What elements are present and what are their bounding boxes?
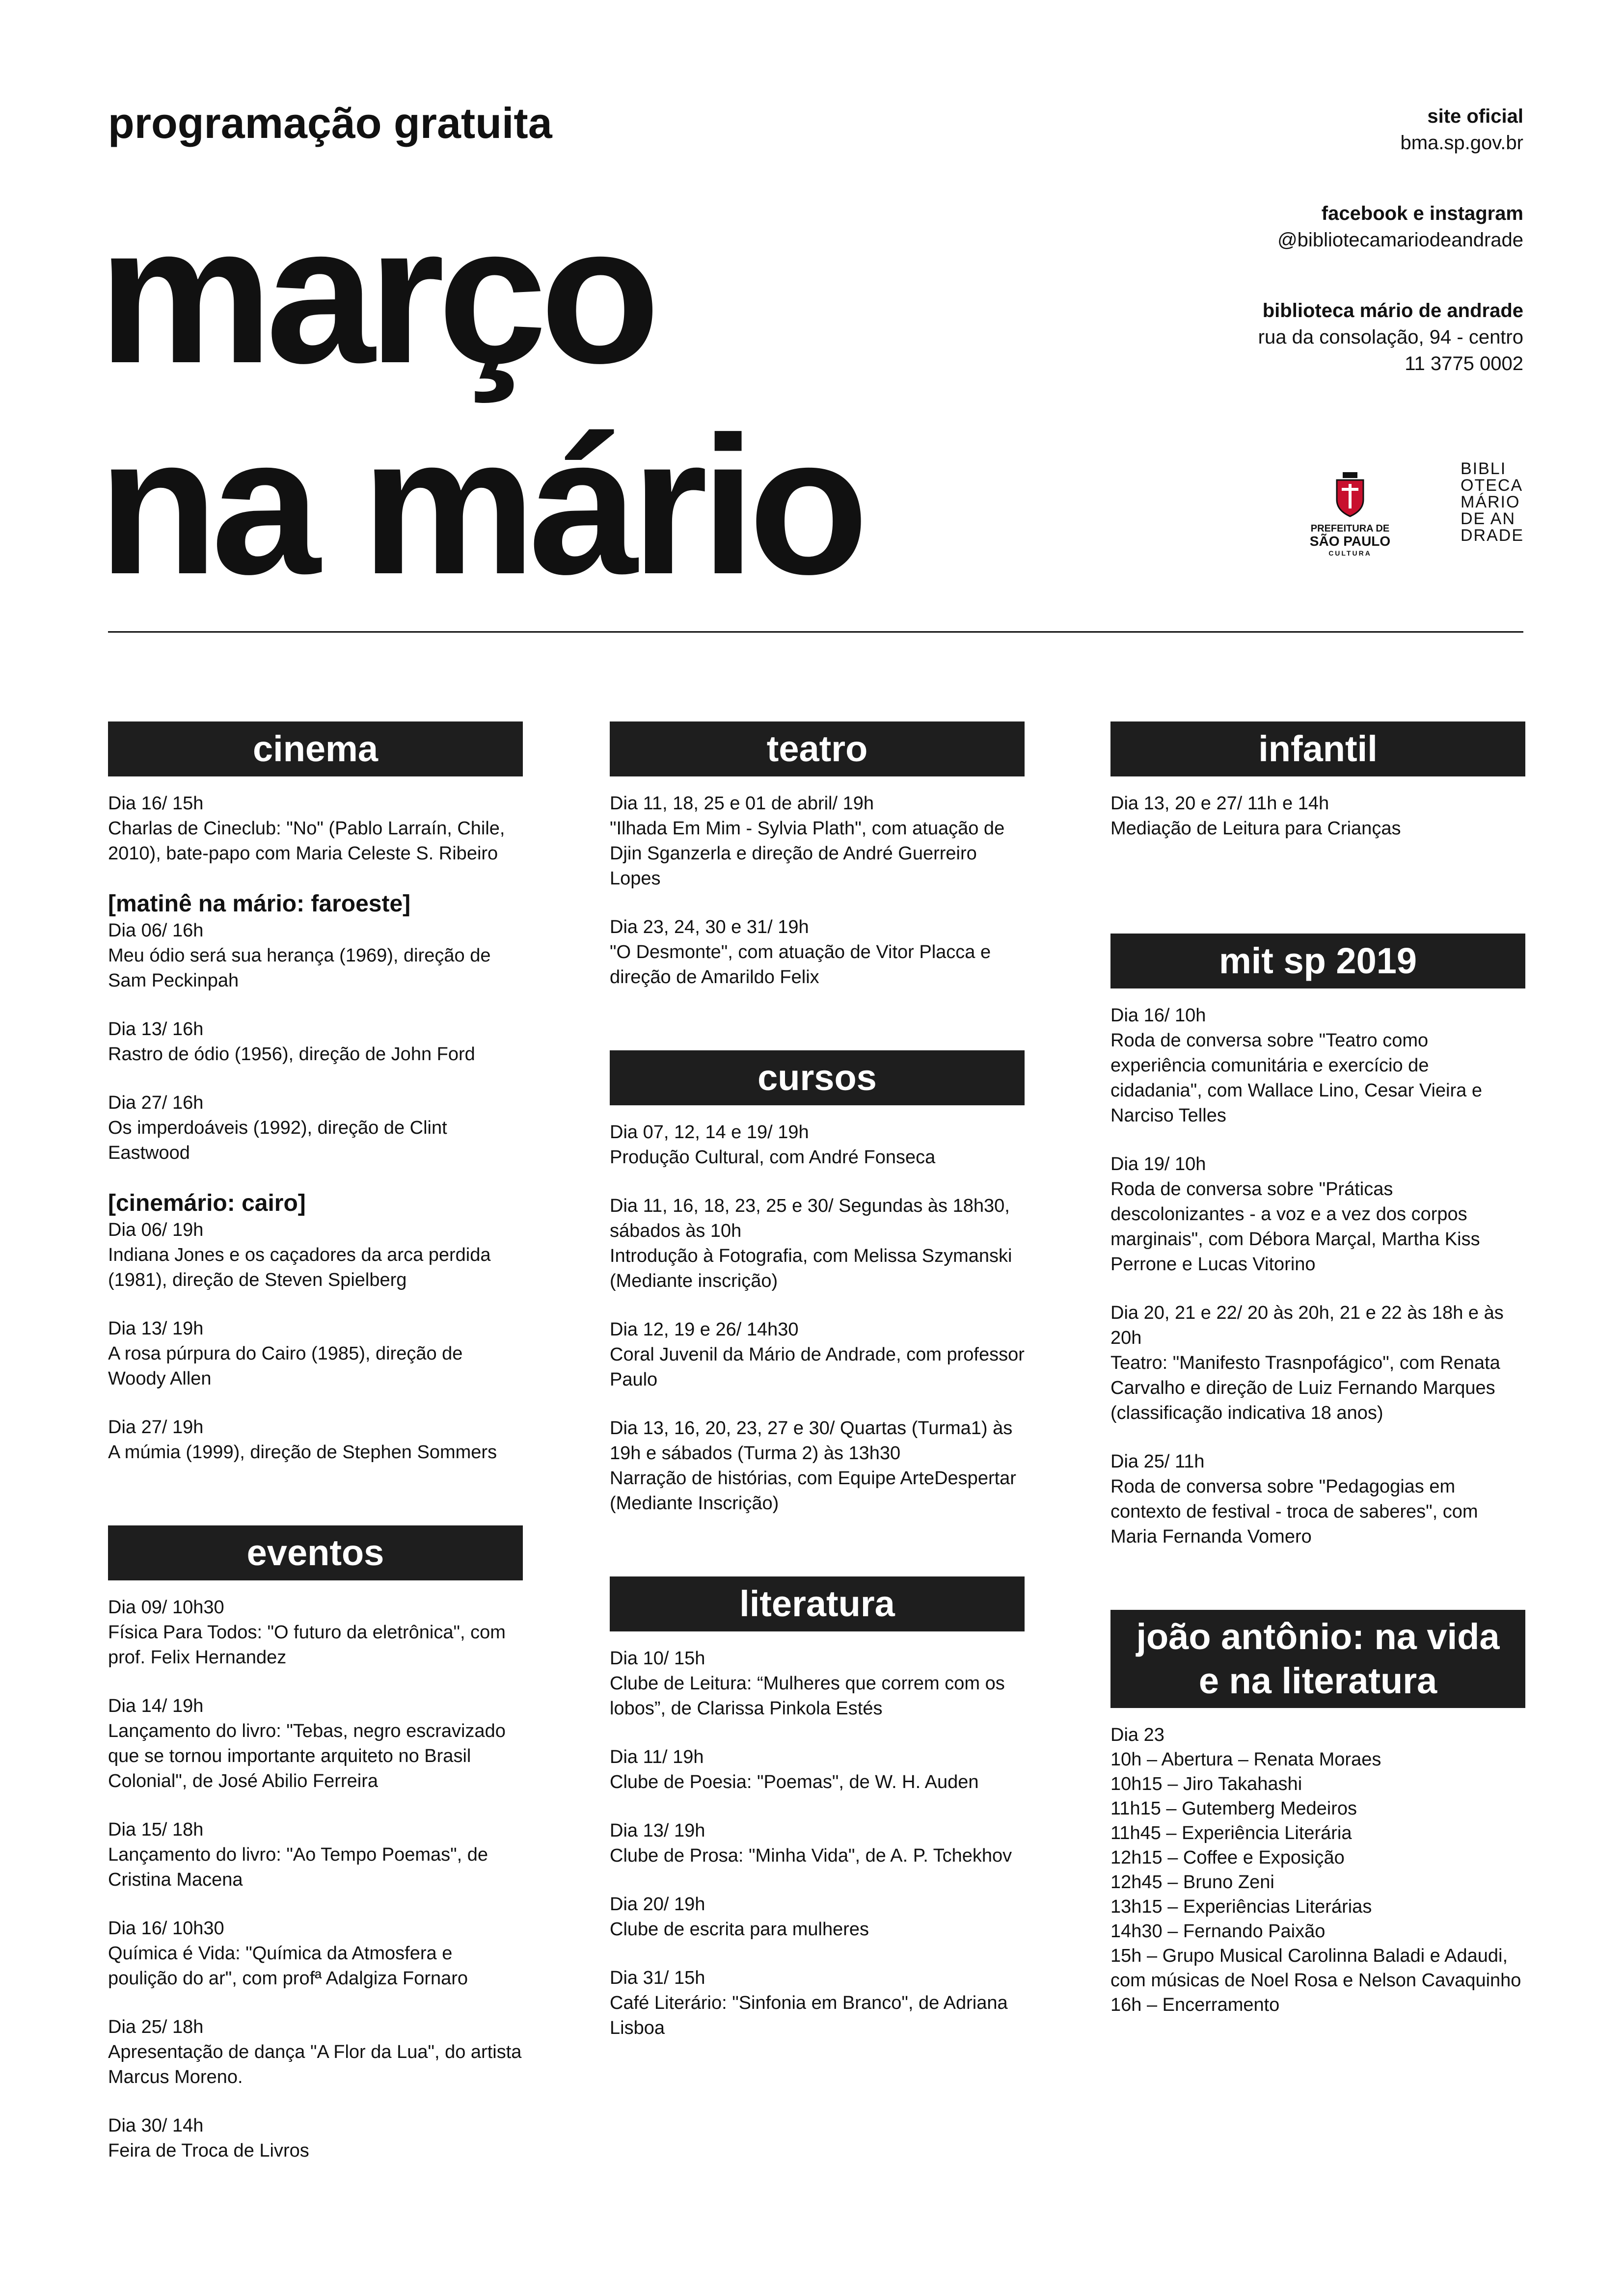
event-note: (Mediante Inscrição) xyxy=(610,1493,779,1514)
cinema-subheading-faroeste: [matinê na mário: faroeste] xyxy=(108,891,411,917)
event-description: Clube de Prosa: "Minha Vida", de A. P. Tchekhov xyxy=(610,1845,1012,1866)
social-block xyxy=(1277,200,1523,253)
schedule-row: 12h45 – Bruno Zeni xyxy=(1110,1872,1274,1893)
social-label: facebook e instagram xyxy=(1321,203,1523,224)
event-description: Clube de Poesia: "Poemas", de W. H. Auden xyxy=(610,1772,979,1792)
event-date: Dia 31/ 15h xyxy=(610,1968,705,1988)
event-date: Dia 12, 19 e 26/ 14h30 xyxy=(610,1319,799,1340)
section-heading-joao-antonio xyxy=(1110,1610,1525,1708)
event-date: Dia 11/ 19h xyxy=(610,1747,704,1767)
section-heading-infantil: infantil xyxy=(1110,721,1525,776)
event-description: Química é Vida: "Química da Atmosfera e poulição do ar", com profª Adalgiza Fornaro xyxy=(108,1943,468,1989)
page-subtitle: programação gratuita xyxy=(108,99,552,147)
list-item xyxy=(108,1595,523,1670)
event-description: Clube de Leitura: “Mulheres que correm com os lobos”, de Clarissa Pinkola Estés xyxy=(610,1673,1005,1719)
library-address: rua da consolação, 94 - centro xyxy=(1258,326,1523,348)
event-note: (classificação indicativa 18 anos) xyxy=(1110,1403,1383,1423)
schedule-row: 14h30 – Fernando Paixão xyxy=(1110,1921,1326,1942)
event-description: A rosa púrpura do Cairo (1985), direção de Woody Allen xyxy=(108,1343,463,1389)
list-item xyxy=(108,1817,523,1893)
section-heading-eventos: eventos xyxy=(108,1525,523,1580)
event-date: Dia 13/ 19h xyxy=(108,1318,204,1339)
event-description: Produção Cultural, com André Fonseca xyxy=(610,1147,936,1168)
list-item xyxy=(610,1317,1025,1392)
list-item xyxy=(108,1415,523,1465)
page-title-line-1: março xyxy=(98,185,653,404)
prefeitura-sp-logo xyxy=(1301,471,1399,558)
list-item xyxy=(108,1316,523,1391)
event-date: Dia 07, 12, 14 e 19/ 19h xyxy=(610,1122,809,1143)
column-middle xyxy=(610,721,1025,2064)
joao-heading-line-2: e na literatura xyxy=(1198,1660,1437,1701)
event-date: Dia 27/ 19h xyxy=(108,1417,204,1438)
event-date: Dia 23 xyxy=(1110,1725,1164,1745)
list-item xyxy=(610,1818,1025,1869)
list-item xyxy=(108,2015,523,2090)
event-date: Dia 20/ 19h xyxy=(610,1894,705,1915)
section-heading-literatura: literatura xyxy=(610,1576,1025,1631)
schedule-row: 10h15 – Jiro Takahashi xyxy=(1110,1774,1302,1794)
event-date: Dia 30/ 14h xyxy=(108,2115,204,2136)
schedule-row: 12h15 – Coffee e Exposição xyxy=(1110,1847,1345,1868)
event-date: Dia 06/ 19h xyxy=(108,1220,204,1240)
list-item xyxy=(610,1194,1025,1294)
site-block xyxy=(1401,103,1524,156)
event-date: Dia 20, 21 e 22/ 20 às 20h, 21 e 22 às 18h e às 20h xyxy=(1110,1303,1504,1348)
list-item xyxy=(108,918,523,993)
column-left xyxy=(108,721,523,2187)
list-item xyxy=(610,1745,1025,1795)
list-item xyxy=(108,1091,523,1166)
event-date: Dia 16/ 15h xyxy=(108,793,204,814)
event-description: Os imperdoáveis (1992), direção de Clint Eastwood xyxy=(108,1118,447,1163)
sp-logo-line-2: SÃO PAULO xyxy=(1309,534,1391,549)
site-link[interactable]: bma.sp.gov.br xyxy=(1400,132,1523,154)
header-divider xyxy=(108,631,1523,633)
event-description: Introdução à Fotografia, com Melissa Szymanski xyxy=(610,1246,1012,1266)
event-date: Dia 27/ 16h xyxy=(108,1093,204,1113)
schedule-row: 11h15 – Gutemberg Medeiros xyxy=(1110,1798,1357,1819)
library-name: biblioteca mário de andrade xyxy=(1262,300,1523,321)
event-description: Física Para Todos: "O futuro da eletrônica", com prof. Felix Hernandez xyxy=(108,1622,506,1668)
list-item xyxy=(108,2113,523,2163)
event-date: Dia 06/ 16h xyxy=(108,920,204,941)
list-item xyxy=(610,1416,1025,1516)
address-block xyxy=(1258,297,1523,377)
event-description: Clube de escrita para mulheres xyxy=(610,1919,869,1940)
list-item xyxy=(108,1916,523,1991)
library-phone: 11 3775 0002 xyxy=(1405,353,1523,374)
list-item xyxy=(610,1966,1025,2041)
section-heading-cinema: cinema xyxy=(108,721,523,776)
list-item xyxy=(108,1017,523,1067)
event-date: Dia 13/ 19h xyxy=(610,1820,705,1841)
event-date: Dia 11, 16, 18, 23, 25 e 30/ Segundas às 18h30, sábados às 10h xyxy=(610,1196,1010,1241)
event-description: Apresentação de dança "A Flor da Lua", do artista Marcus Moreno. xyxy=(108,2042,522,2087)
bma-logo-row: DRADE xyxy=(1461,526,1524,545)
section-heading-cursos: cursos xyxy=(610,1050,1025,1105)
list-item xyxy=(610,1892,1025,1942)
schedule-row: 13h15 – Experiências Literárias xyxy=(1110,1896,1372,1917)
list-item xyxy=(610,1120,1025,1170)
event-description: A múmia (1999), direção de Stephen Sommers xyxy=(108,1442,497,1463)
event-note: (Mediante inscrição) xyxy=(610,1271,778,1291)
schedule-row: 11h45 – Experiência Literária xyxy=(1110,1823,1352,1843)
bma-logo-row: MÁRIO xyxy=(1461,493,1520,511)
event-description: Rastro de ódio (1956), direção de John Ford xyxy=(108,1044,475,1065)
list-item xyxy=(108,1694,523,1794)
event-description: Narração de histórias, com Equipe ArteDespertar xyxy=(610,1468,1016,1489)
event-description: "Ilhada Em Mim - Sylvia Plath", com atuação de Djin Sganzerla e direção de André Guerreiro Lopes xyxy=(610,818,1005,889)
list-item xyxy=(1110,1003,1525,1128)
event-date: Dia 23, 24, 30 e 31/ 19h xyxy=(610,917,809,937)
sp-logo-line-1: PREFEITURA DE xyxy=(1310,523,1390,534)
event-date: Dia 25/ 11h xyxy=(1110,1451,1205,1472)
event-description: Roda de conversa sobre "Práticas descolonizantes - a voz e a vez dos corpos marginais", com Débora Marçal, Martha Kiss Perrone e Lucas Vitorino xyxy=(1110,1179,1480,1275)
schedule-row: 10h – Abertura – Renata Moraes xyxy=(1110,1749,1381,1770)
schedule-row: 16h – Encerramento xyxy=(1110,1995,1280,2015)
event-date: Dia 11, 18, 25 e 01 de abril/ 19h xyxy=(610,793,874,814)
sp-crest-icon xyxy=(1333,471,1367,518)
event-date: Dia 19/ 10h xyxy=(1110,1154,1206,1175)
event-description: Charlas de Cineclub: "No" (Pablo Larraín, Chile, 2010), bate-papo com Maria Celeste S. Ribeiro xyxy=(108,818,505,864)
event-date: Dia 13, 16, 20, 23, 27 e 30/ Quartas (Turma1) às 19h e sábados (Turma 2) às 13h30 xyxy=(610,1418,1013,1464)
event-description: Coral Juvenil da Mário de Andrade, com professor Paulo xyxy=(610,1344,1025,1390)
event-description: "O Desmonte", com atuação de Vitor Placca e direção de Amarildo Felix xyxy=(610,942,991,988)
list-item xyxy=(610,915,1025,990)
event-date: Dia 16/ 10h xyxy=(1110,1005,1206,1026)
event-date: Dia 16/ 10h30 xyxy=(108,1918,224,1939)
event-date: Dia 13/ 16h xyxy=(108,1019,204,1040)
event-date: Dia 14/ 19h xyxy=(108,1696,204,1716)
event-date: Dia 13, 20 e 27/ 11h e 14h xyxy=(1110,793,1329,814)
section-heading-mit: mit sp 2019 xyxy=(1110,934,1525,988)
list-item xyxy=(1110,1301,1525,1426)
event-description: Meu ódio será sua herança (1969), direção de Sam Peckinpah xyxy=(108,945,491,991)
schedule-row: 15h – Grupo Musical Carolinna Baladi e Adaudi, com músicas de Noel Rosa e Nelson Cavaquinho xyxy=(1110,1946,1521,1991)
bma-logo-row: BIBLI xyxy=(1461,459,1507,478)
event-date: Dia 09/ 10h30 xyxy=(108,1597,224,1618)
event-description: Lançamento do livro: "Tebas, negro escravizado que se tornou importante arquiteto no Brasil Colonial", de José Abilio Ferreira xyxy=(108,1721,506,1791)
column-right xyxy=(1110,721,1525,2017)
bma-logo-row: DE AN xyxy=(1461,509,1516,528)
event-date: Dia 25/ 18h xyxy=(108,2017,204,2037)
site-label: site oficial xyxy=(1427,106,1523,127)
list-item xyxy=(610,1646,1025,1721)
sp-logo-line-3: CULTURA xyxy=(1328,549,1372,557)
list-item xyxy=(1110,1152,1525,1277)
page-title-line-2: na mário xyxy=(98,396,862,615)
event-description: Roda de conversa sobre "Pedagogias em contexto de festival - troca de saberes", com Maria Fernanda Vomero xyxy=(1110,1476,1478,1547)
list-item xyxy=(108,1218,523,1293)
event-description: Café Literário: "Sinfonia em Branco", de Adriana Lisboa xyxy=(610,1993,1008,2038)
joao-heading-line-1: joão antônio: na vida xyxy=(1136,1616,1500,1657)
event-description: Indiana Jones e os caçadores da arca perdida (1981), direção de Steven Spielberg xyxy=(108,1245,491,1290)
event-date: Dia 15/ 18h xyxy=(108,1819,204,1840)
section-heading-teatro: teatro xyxy=(610,721,1025,776)
event-description: Roda de conversa sobre "Teatro como experiência comunitária e exercício de cidadania", com Wallace Lino, Cesar Vieira e Narciso Telles xyxy=(1110,1030,1482,1126)
bma-logo-row: OTECA xyxy=(1461,476,1523,495)
list-item xyxy=(108,791,523,866)
list-item xyxy=(1110,791,1525,841)
joao-schedule xyxy=(1110,1723,1525,2017)
bma-logo xyxy=(1461,460,1524,544)
social-handle[interactable]: @bibliotecamariodeandrade xyxy=(1277,229,1523,251)
event-description: Teatro: "Manifesto Trasnpofágico", com Renata Carvalho e direção de Luiz Fernando Marques xyxy=(1110,1353,1500,1398)
list-item xyxy=(610,791,1025,891)
event-description: Lançamento do livro: "Ao Tempo Poemas", de Cristina Macena xyxy=(108,1844,488,1890)
event-description: Mediação de Leitura para Crianças xyxy=(1110,818,1401,839)
list-item xyxy=(1110,1449,1525,1549)
cinema-subheading-cairo: [cinemário: cairo] xyxy=(108,1190,306,1216)
event-date: Dia 10/ 15h xyxy=(610,1648,705,1669)
event-description: Feira de Troca de Livros xyxy=(108,2140,309,2161)
